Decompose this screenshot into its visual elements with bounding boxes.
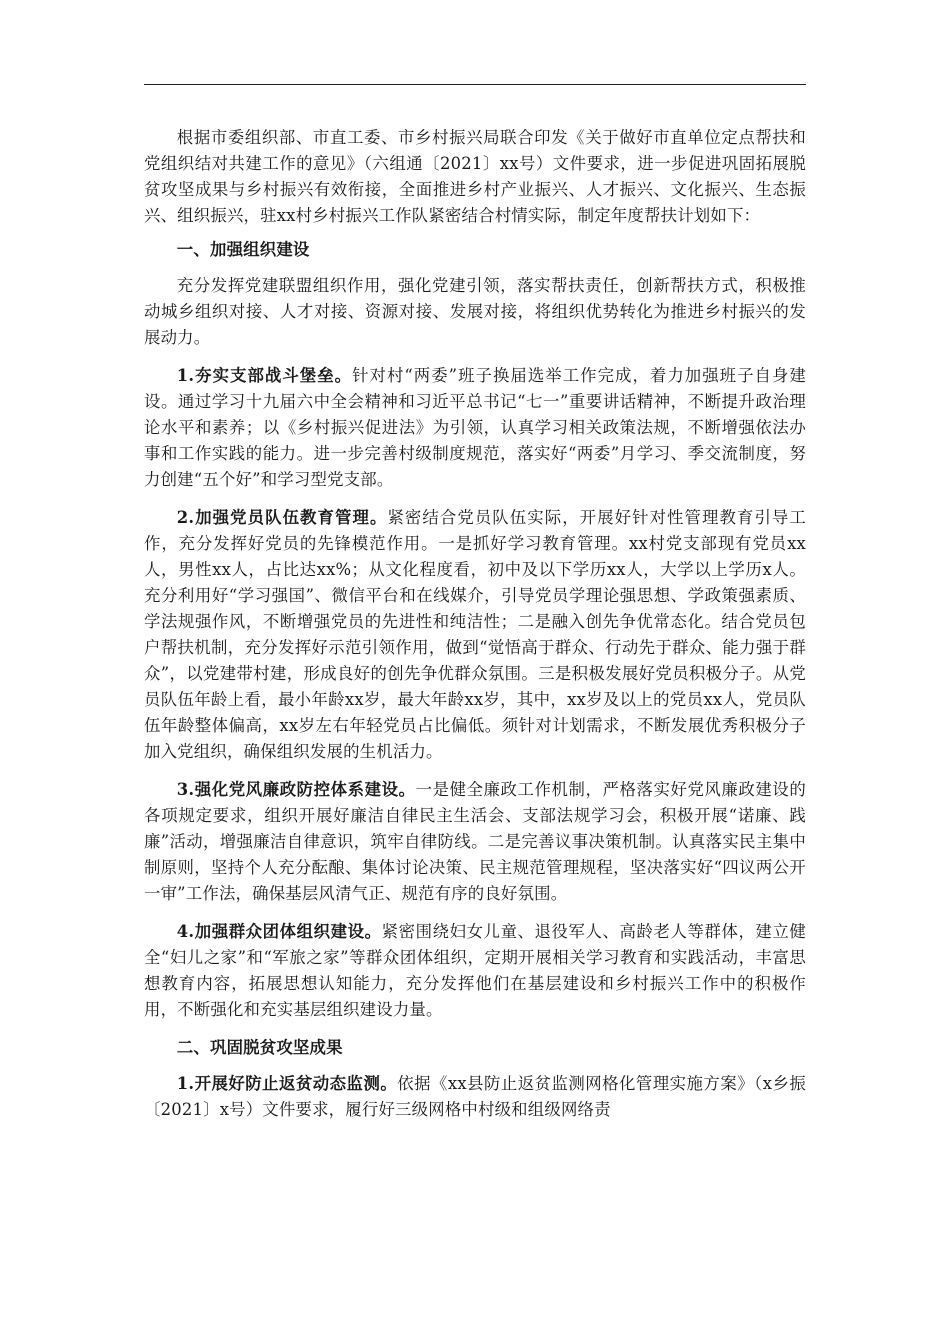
section-1-item-3 <box>144 777 806 907</box>
item-body: 紧密结合党员队伍实际，开展好针对性管理教育引导工作，充分发挥好党员的先锋模范作用。一是抓好学习教育管理。xx村党支部现有党员xx人，男性xx人，占比达xx%；从文化程度看，初中及以下学历xx人，大学以上学历x人。充分利用好“学习强国”、微信平台和在线媒介，引导党员学理论强思想、学政策强素质、学法规强作风，不断增强党员的先进性和纯洁性；二是融入创先争优常态化。结合党员包户帮扶机制，充分发挥好示范引领作用，做到“觉悟高于群众、行动先于群众、能力强于群众”，以党建带村建，形成良好的创先争优群众氛围。三是积极发展好党员积极分子。从党员队伍年龄上看，最小年龄xx岁，最大年龄xx岁，其中，xx岁及以上的党员xx人，党员队伍年龄整体偏高，xx岁左右年轻党员占比偏低。须针对计划需求，不断发展优秀积极分子加入党组织，确保组织发展的生机活力。 <box>144 508 806 761</box>
item-lead: 1.夯实支部战斗堡垒。 <box>176 366 353 385</box>
item-body: 针对村“两委”班子换届选举工作完成，着力加强班子自身建设。通过学习十九届六中全会精神和习近平总书记“七一”重要讲话精神，不断提升政治理论水平和素养；以《乡村振兴促进法》为引领，认真学习相关政策法规，不断增强依法办事和工作实践的能力。进一步完善村级制度规范，落实好“两委”月学习、季交流制度，努力创建“五个好”和学习型党支部。 <box>144 366 806 489</box>
section-1-summary: 充分发挥党建联盟组织作用，强化党建引领，落实帮扶责任，创新帮扶方式，积极推动城乡组织对接、人才对接、资源对接、发展对接，将组织优势转化为推进乡村振兴的发展动力。 <box>144 276 806 347</box>
item-body: 紧密围绕妇女儿童、退役军人、高龄老人等群体，建立健全“妇儿之家”和“军旅之家”等群众团体组织，定期开展相关学习教育和实践活动，丰富思想教育内容，拓展思想认知能力，充分发挥他们在基层建设和乡村振兴工作中的积极作用，不断强化和充实基层组织建设力量。 <box>144 922 807 1019</box>
section-1-item-4 <box>144 919 806 1023</box>
item-lead: 4.加强群众团体组织建设。 <box>176 922 382 941</box>
section-1-item-2 <box>144 505 806 765</box>
intro-paragraph: 根据市委组织部、市直工委、市乡村振兴局联合印发《关于做好市直单位定点帮扶和党组织结对共建工作的意见》（六组通〔2021〕xx号）文件要求，进一步促进巩固拓展脱贫攻坚成果与乡村振兴有效衔接，全面推进乡村产业振兴、人才振兴、文化振兴、生态振兴、组织振兴，驻xx村乡村振兴工作队紧密结合村情实际，制定年度帮扶计划如下： <box>144 128 806 225</box>
item-lead: 3.强化党风廉政防控体系建设。 <box>176 780 416 799</box>
document-body <box>144 125 806 1135</box>
section-2-item-1 <box>144 1071 806 1123</box>
item-body: 依据《xx县防止返贫监测网格化管理实施方案》（x乡振〔2021〕x号）文件要求，履行好三级网格中村级和组级网络责 <box>144 1074 806 1119</box>
header-rule <box>144 84 806 85</box>
section-1-item-1 <box>144 363 806 493</box>
item-lead: 1.开展好防止返贫动态监测。 <box>176 1074 398 1093</box>
item-lead: 2.加强党员队伍教育管理。 <box>176 508 388 527</box>
item-body: 一是健全廉政工作机制，严格落实好党风廉政建设的各项规定要求，组织开展好廉洁自律民主生活会、支部法规学习会，积极开展“诺廉、践廉”活动，增强廉洁自律意识，筑牢自律防线。二是完善议事决策机制。认真落实民主集中制原则，坚持个人充分酝酿、集体讨论决策、民主规范管理规程，坚决落实好“四议两公开一审”工作法，确保基层风清气正、规范有序的良好氛围。 <box>144 780 806 903</box>
section-heading-2: 二、巩固脱贫攻坚成果 <box>176 1038 343 1057</box>
section-heading-1: 一、加强组织建设 <box>176 240 310 259</box>
